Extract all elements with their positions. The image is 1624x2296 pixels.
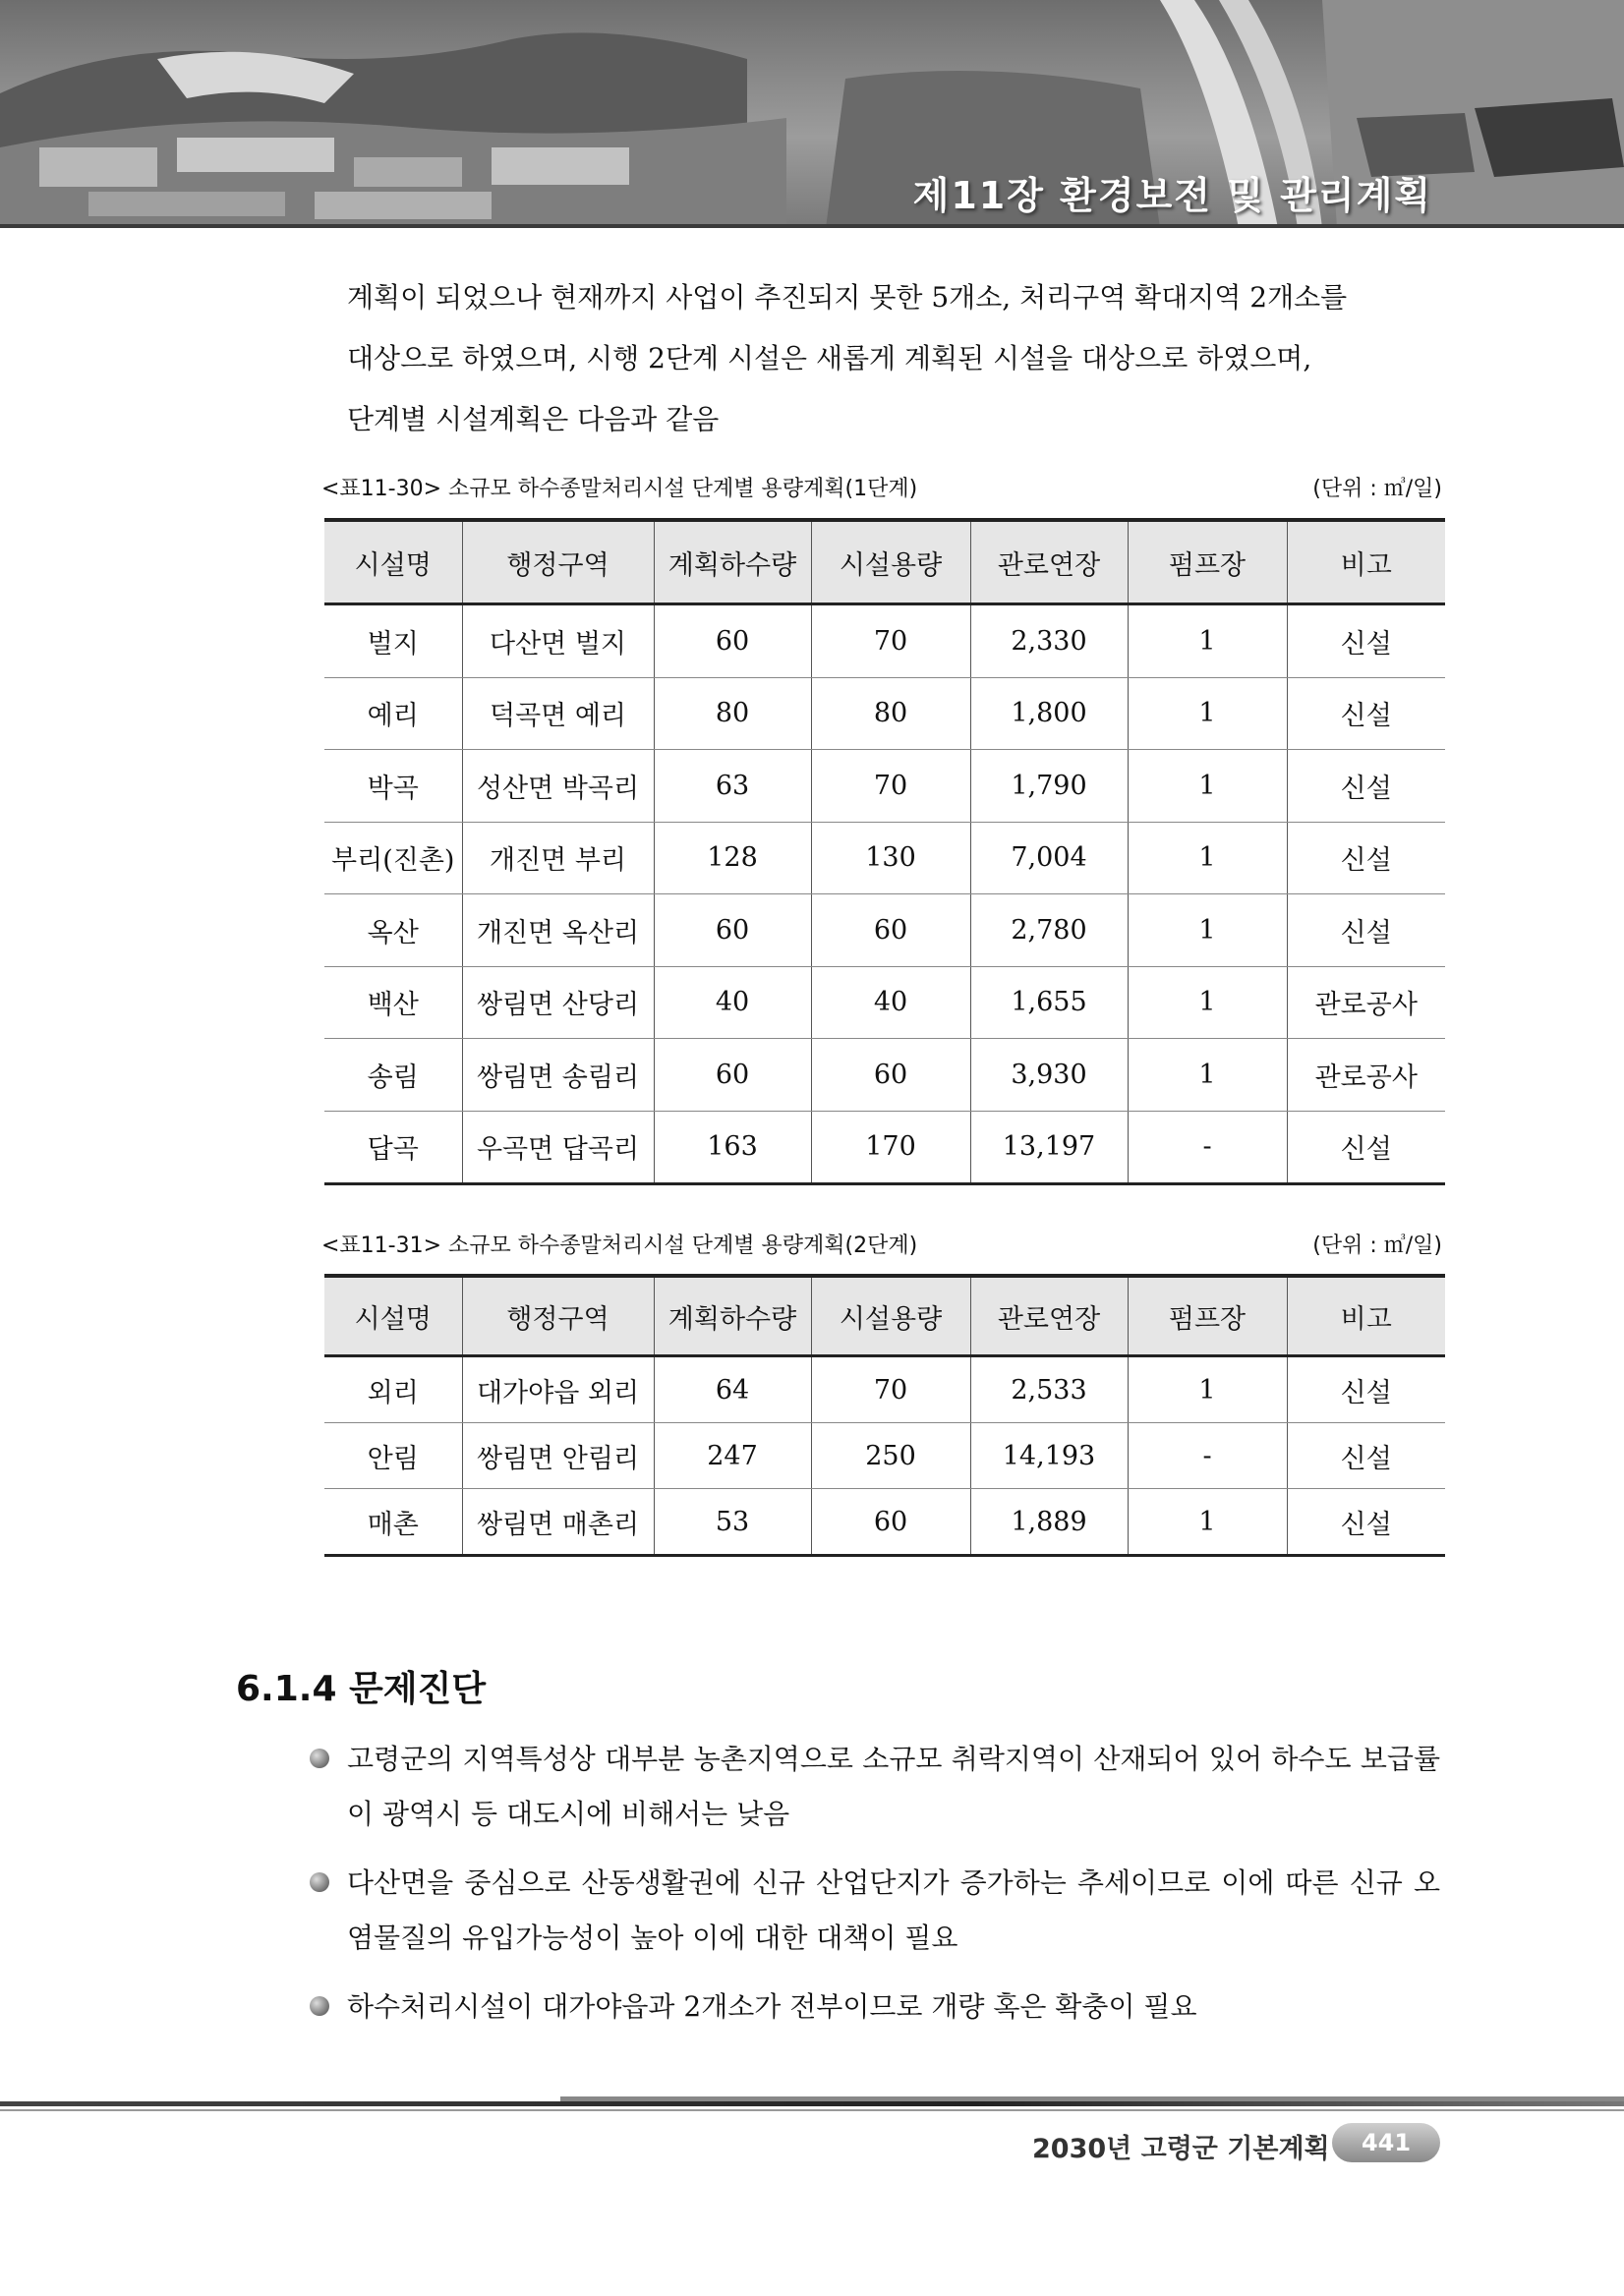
table-cell: 송림 [324,1039,462,1112]
table-cell: 쌍림면 산당리 [462,966,654,1039]
bullet-item [308,1980,1440,2035]
table-row [324,1423,1445,1489]
table1 [324,518,1445,1185]
table-cell: 관로공사 [1287,966,1445,1039]
table-cell: 1 [1128,1356,1287,1423]
table-cell: 다산면 벌지 [462,604,654,678]
table-cell: 70 [811,1356,970,1423]
table-cell: 3,930 [970,1039,1128,1112]
table-cell: 1 [1128,966,1287,1039]
table-cell: 개진면 옥산리 [462,894,654,967]
table-cell: 2,780 [970,894,1128,967]
bullet-item [308,1732,1440,1842]
table-cell: 1,790 [970,750,1128,823]
table-cell: 쌍림면 매촌리 [462,1489,654,1556]
table-cell: 60 [654,1039,811,1112]
header-cell: 계획하수량 [654,1276,811,1356]
table-cell: 우곡면 답곡리 [462,1111,654,1184]
table-cell: 1 [1128,604,1287,678]
table-cell: 40 [811,966,970,1039]
table-cell: 80 [654,677,811,750]
header-cell: 비고 [1287,1276,1445,1356]
table-cell: 1,655 [970,966,1128,1039]
table2 [324,1274,1445,1557]
page-number: 441 [1332,2123,1440,2162]
intro-line: 계획이 되었으나 현재까지 사업이 추진되지 못한 5개소, 처리구역 확대지역 2개소를 [347,281,1348,314]
chapter-title: 제11장 환경보전 및 관리계획 [912,174,1432,217]
header-cell: 행정구역 [462,1276,654,1356]
table-cell: 1 [1128,822,1287,894]
table-cell: 덕곡면 예리 [462,677,654,750]
bullet-icon [310,1749,329,1768]
table-cell: 쌍림면 안림리 [462,1423,654,1489]
table-cell: 70 [811,604,970,678]
header-banner [0,0,1624,228]
table-cell: 63 [654,750,811,823]
table-cell: 신설 [1287,604,1445,678]
table-cell: 예리 [324,677,462,750]
footer-divider-thin [0,2109,1624,2111]
header-cell: 행정구역 [462,520,654,604]
section-title: 6.1.4 문제진단 [236,1669,487,1709]
table-cell: 13,197 [970,1111,1128,1184]
bullet-icon [310,1996,329,2016]
table-row [324,894,1445,967]
table-cell: 170 [811,1111,970,1184]
table-cell: 신설 [1287,677,1445,750]
table-cell: 7,004 [970,822,1128,894]
table-cell: 247 [654,1423,811,1489]
table-cell: 신설 [1287,894,1445,967]
table-cell: 128 [654,822,811,894]
header-cell: 시설용량 [811,520,970,604]
table-row [324,822,1445,894]
table-row [324,1111,1445,1184]
table-cell: 60 [811,1039,970,1112]
header-cell: 시설명 [324,1276,462,1356]
table-cell: - [1128,1423,1287,1489]
table-cell: 1,889 [970,1489,1128,1556]
header-cell: 관로연장 [970,520,1128,604]
table-cell: 80 [811,677,970,750]
table2-unit: (단위 : ㎥/일) [1312,1234,1442,1258]
table-cell: 부리(진촌) [324,822,462,894]
header-divider [0,224,1624,228]
table-cell: 250 [811,1423,970,1489]
header-cell: 펌프장 [1128,520,1287,604]
table-row [324,966,1445,1039]
table-cell: 쌍림면 송림리 [462,1039,654,1112]
table-header-row [324,1276,1445,1356]
bullet-text: 고령군의 지역특성상 대부분 농촌지역으로 소규모 취락지역이 산재되어 있어 하수도 보급률이 광역시 등 대도시에 비해서는 낮음 [347,1743,1440,1830]
table2-caption: <표11-31> 소규모 하수종말처리시설 단계별 용량계획(2단계) [321,1234,918,1258]
table-row [324,677,1445,750]
header-cell: 계획하수량 [654,520,811,604]
intro-paragraph [347,267,1440,450]
table-cell: 70 [811,750,970,823]
table-cell: 신설 [1287,750,1445,823]
table-cell: 답곡 [324,1111,462,1184]
table-cell: 신설 [1287,1423,1445,1489]
table-cell: 신설 [1287,1489,1445,1556]
table-cell: 개진면 부리 [462,822,654,894]
table-cell: 대가야읍 외리 [462,1356,654,1423]
table-cell: 백산 [324,966,462,1039]
table-header-row [324,520,1445,604]
table-row [324,1039,1445,1112]
footer-divider [0,2101,1624,2106]
table-cell: 매촌 [324,1489,462,1556]
table-cell: - [1128,1111,1287,1184]
bullet-icon [310,1872,329,1892]
table-cell: 1 [1128,750,1287,823]
table-row [324,1489,1445,1556]
table1-unit: (단위 : ㎥/일) [1312,477,1442,501]
table-cell: 박곡 [324,750,462,823]
table-cell: 60 [654,604,811,678]
table-row [324,1356,1445,1423]
table-cell: 1 [1128,1489,1287,1556]
bullet-item [308,1856,1440,1966]
header-cell: 관로연장 [970,1276,1128,1356]
table-cell: 60 [811,894,970,967]
bullet-list [308,1732,1440,2048]
table-row [324,750,1445,823]
header-cell: 시설명 [324,520,462,604]
table-cell: 옥산 [324,894,462,967]
table-cell: 1,800 [970,677,1128,750]
table-cell: 신설 [1287,1356,1445,1423]
table-cell: 안림 [324,1423,462,1489]
table1-caption-row [321,472,1442,507]
bullet-text: 다산면을 중심으로 산동생활권에 신규 산업단지가 증가하는 추세이므로 이에 따른 신규 오염물질의 유입가능성이 높아 이에 대한 대책이 필요 [347,1866,1440,1954]
table-cell: 벌지 [324,604,462,678]
bullet-text: 하수처리시설이 대가야읍과 2개소가 전부이므로 개량 혹은 확충이 필요 [347,1990,1197,2023]
header-cell: 펌프장 [1128,1276,1287,1356]
table-row [324,604,1445,678]
table1-caption: <표11-30> 소규모 하수종말처리시설 단계별 용량계획(1단계) [321,477,918,501]
table-cell: 2,330 [970,604,1128,678]
header-cell: 비고 [1287,520,1445,604]
table-cell: 신설 [1287,822,1445,894]
table-cell: 신설 [1287,1111,1445,1184]
footer-book-title: 2030년 고령군 기본계획 [1032,2134,1330,2164]
table-cell: 성산면 박곡리 [462,750,654,823]
table-cell: 40 [654,966,811,1039]
table-cell: 1 [1128,894,1287,967]
table-cell: 60 [654,894,811,967]
table-cell: 1 [1128,677,1287,750]
table-cell: 64 [654,1356,811,1423]
intro-line: 대상으로 하였으며, 시행 2단계 시설은 새롭게 계획된 시설을 대상으로 하였으며, [347,342,1312,374]
table-cell: 외리 [324,1356,462,1423]
intro-line: 단계별 시설계획은 다음과 같음 [347,403,720,435]
table2-caption-row [321,1229,1442,1264]
table-cell: 1 [1128,1039,1287,1112]
table-cell: 53 [654,1489,811,1556]
table-cell: 163 [654,1111,811,1184]
table-cell: 관로공사 [1287,1039,1445,1112]
table-cell: 130 [811,822,970,894]
table-cell: 2,533 [970,1356,1128,1423]
table-cell: 60 [811,1489,970,1556]
header-cell: 시설용량 [811,1276,970,1356]
table-cell: 14,193 [970,1423,1128,1489]
